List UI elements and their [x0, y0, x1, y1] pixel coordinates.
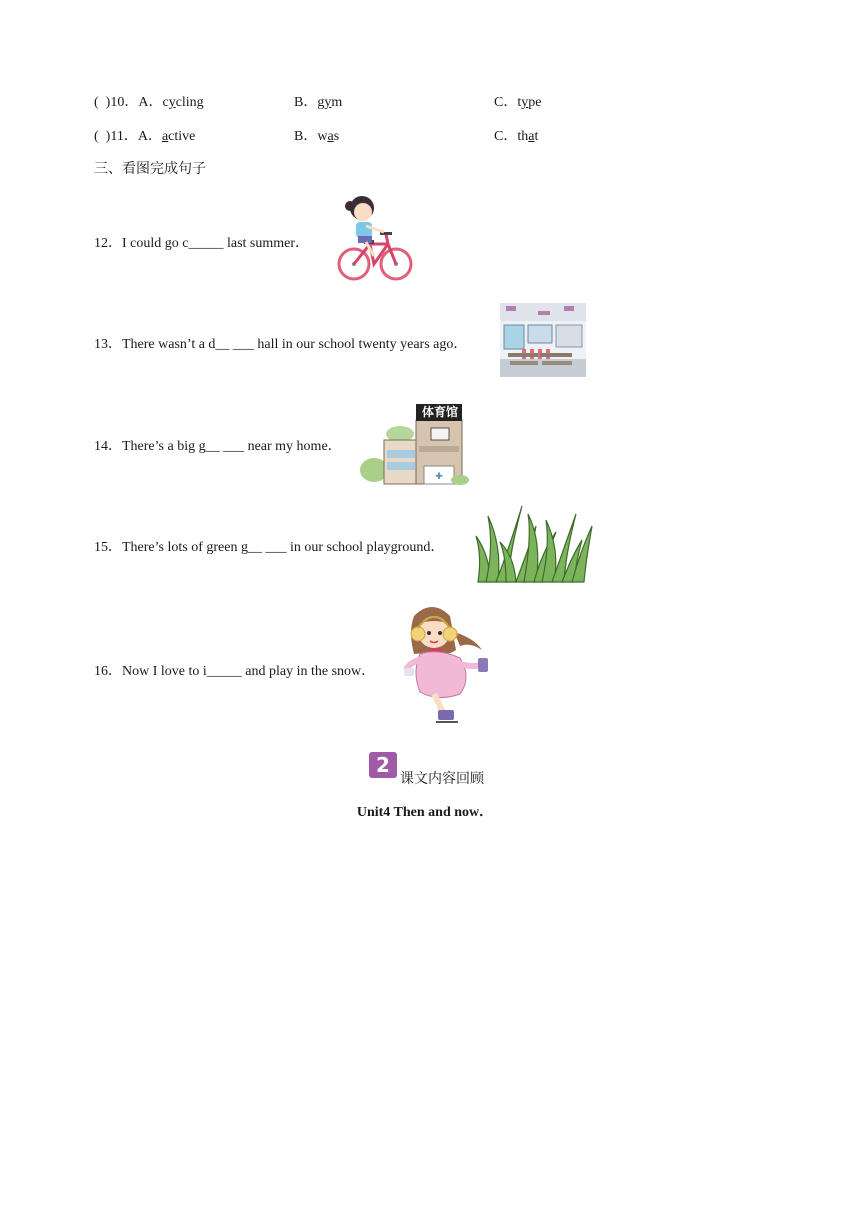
question-10: [94, 91, 204, 111]
unit-title: Unit4 Then and now．: [356, 805, 494, 820]
option-a-label: A．: [137, 129, 162, 144]
question-15: 15．There’s lots of green g__ ___ in our school playground．: [94, 540, 445, 555]
svg-text:✚: ✚: [435, 471, 443, 481]
answer-paren: (: [94, 129, 99, 144]
option-a-label: A．: [138, 95, 163, 110]
question-13: 13．There wasn’t a d__ ___ hall in our school twenty years ago．: [94, 337, 468, 352]
review-title: 课文内容回顾: [400, 771, 484, 787]
section-number-badge: 2: [369, 752, 397, 778]
question-10-option-b: B．gym: [294, 95, 343, 110]
grass-image: [476, 506, 592, 584]
option-a-text: cycling: [162, 95, 204, 110]
question-16: 16．Now I love to i_____ and play in the snow．: [94, 664, 376, 679]
question-number: )10．: [105, 95, 139, 110]
question-11: [94, 125, 195, 145]
answer-paren: (: [94, 95, 99, 110]
dining-hall-image: [500, 303, 586, 377]
girl-cycling-image: [336, 192, 416, 284]
question-14: 14．There’s a big g__ ___ near my home．: [94, 439, 342, 454]
girl-ice-skating-image: [404, 602, 494, 734]
question-12: 12．I could go c_____ last summer．: [94, 236, 310, 251]
option-a-text: active: [161, 129, 196, 144]
question-number: )11．: [105, 129, 138, 144]
section-heading: 三、看图完成句子: [94, 161, 206, 177]
question-11-option-b: B．was: [294, 129, 340, 144]
question-11-option-c: C．that: [494, 129, 539, 144]
gym-sign: 体育馆: [421, 405, 458, 419]
question-10-option-c: C．type: [494, 95, 542, 110]
gym-building-image: [360, 404, 472, 486]
